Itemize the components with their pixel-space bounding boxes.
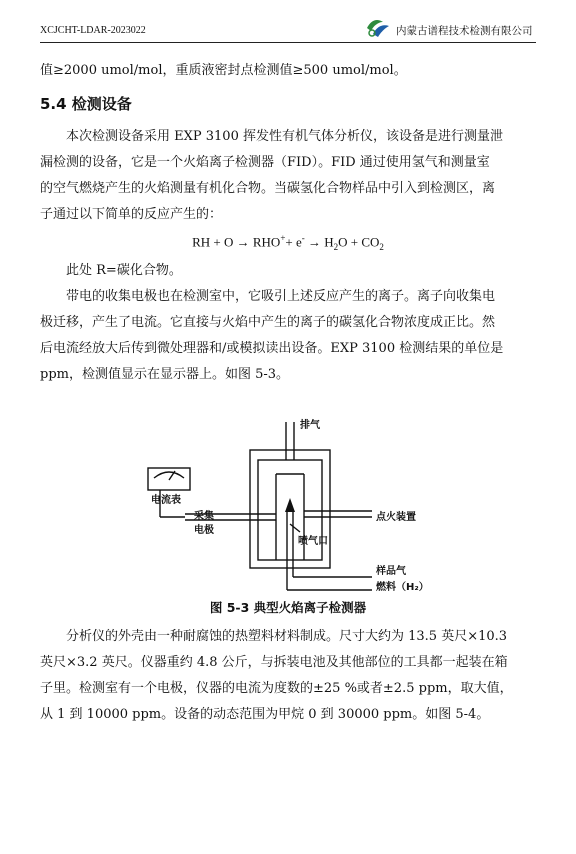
equation-part: + e: [285, 234, 302, 250]
paragraph-4-line: 子里。检测室有一个电极，仪器的电流为度数的±25 %或者±2.5 ppm，取大值，: [40, 681, 513, 696]
page-header: [40, 14, 536, 43]
nozzle-pointer: [290, 524, 300, 532]
paragraph-4-line: 从 1 到 10000 ppm。设备的动态范围为甲烷 0 到 30000 ppm。如图 5-4。: [40, 707, 490, 722]
equation-sub: 2: [379, 241, 384, 252]
paragraph-3-line: 极迁移，产生了电流。它直接与火焰中产生的离子的碳氢化合物浓度成正比。然: [40, 315, 496, 330]
flame-icon: [285, 498, 295, 512]
label-exhaust: 排气: [300, 420, 320, 431]
paragraph-3: [40, 284, 536, 388]
paragraph-2: 此处 R=碳化合物。: [66, 263, 182, 278]
label-nozzle: 喷气口: [298, 536, 328, 547]
paragraph-4-line: 分析仪的外壳由一种耐腐蚀的热塑料材料制成。尺寸大约为 13.5 英尺×10.3: [66, 629, 508, 644]
equation-sub: 2: [333, 241, 339, 252]
paragraph-1-line: 漏检测的设备，它是一个火焰离子检测器（FID）。FID 通过使用氢气和测量室: [40, 155, 490, 170]
label-collector: 采集 电极: [194, 511, 214, 536]
equation-part: O + CO: [338, 234, 380, 250]
label-ammeter: 电流表: [151, 495, 181, 506]
equation-part: RH + O → RHO: [192, 234, 281, 250]
paragraph-3-line: ppm，检测值显示在显示器上。如图 5-3。: [40, 367, 290, 382]
paragraph-4: [40, 624, 536, 728]
equation-part: → H: [304, 234, 334, 250]
paragraph-1-line: 子通过以下简单的反应产生的：: [40, 207, 223, 222]
reaction-equation: [0, 233, 576, 252]
ammeter-dial: [154, 472, 184, 478]
paragraph-1: [40, 124, 536, 228]
paragraph-4-line: 英尺×3.2 英尺。仪器重约 4.8 公斤，与拆装电池及其他部位的工具都一起装在箱: [40, 655, 508, 670]
company-name: 内蒙古谱程技术检测有限公司: [396, 25, 533, 37]
document-code: XCJCHT-LDAR-2023022: [40, 25, 146, 36]
equation-sup: -: [301, 233, 305, 243]
paragraph-1-line: 本次检测设备采用 EXP 3100 挥发性有机气体分析仪，该设备是进行测量泄: [66, 129, 503, 144]
equation-sup: +: [280, 233, 286, 243]
paragraph-3-line: 后电流经放大后传到微处理器和/或模拟读出设备。EXP 3100 检测结果的单位是: [40, 341, 504, 356]
label-fuel: 燃料（H₂）: [376, 582, 429, 593]
label-sample-gas: 样品气: [376, 566, 406, 577]
paragraph-3-line: 带电的收集电极也在检测室中，它吸引上述反应产生的离子。离子向收集电: [66, 289, 496, 304]
section-heading: 5.4 检测设备: [40, 95, 132, 113]
fid-diagram: [140, 412, 440, 596]
paragraph-1-line: 的空气燃烧产生的火焰测量有机化合物。当碳氢化合物样品中引入到检测区，离: [40, 181, 496, 196]
label-igniter: 点火装置: [376, 512, 416, 523]
company-logo-icon: [365, 16, 391, 38]
figure-caption: 图 5-3 典型火焰离子检测器: [209, 600, 367, 615]
intro-line: 值≥2000 umol/mol，重质液密封点检测值≥500 umol/mol。: [40, 63, 407, 78]
